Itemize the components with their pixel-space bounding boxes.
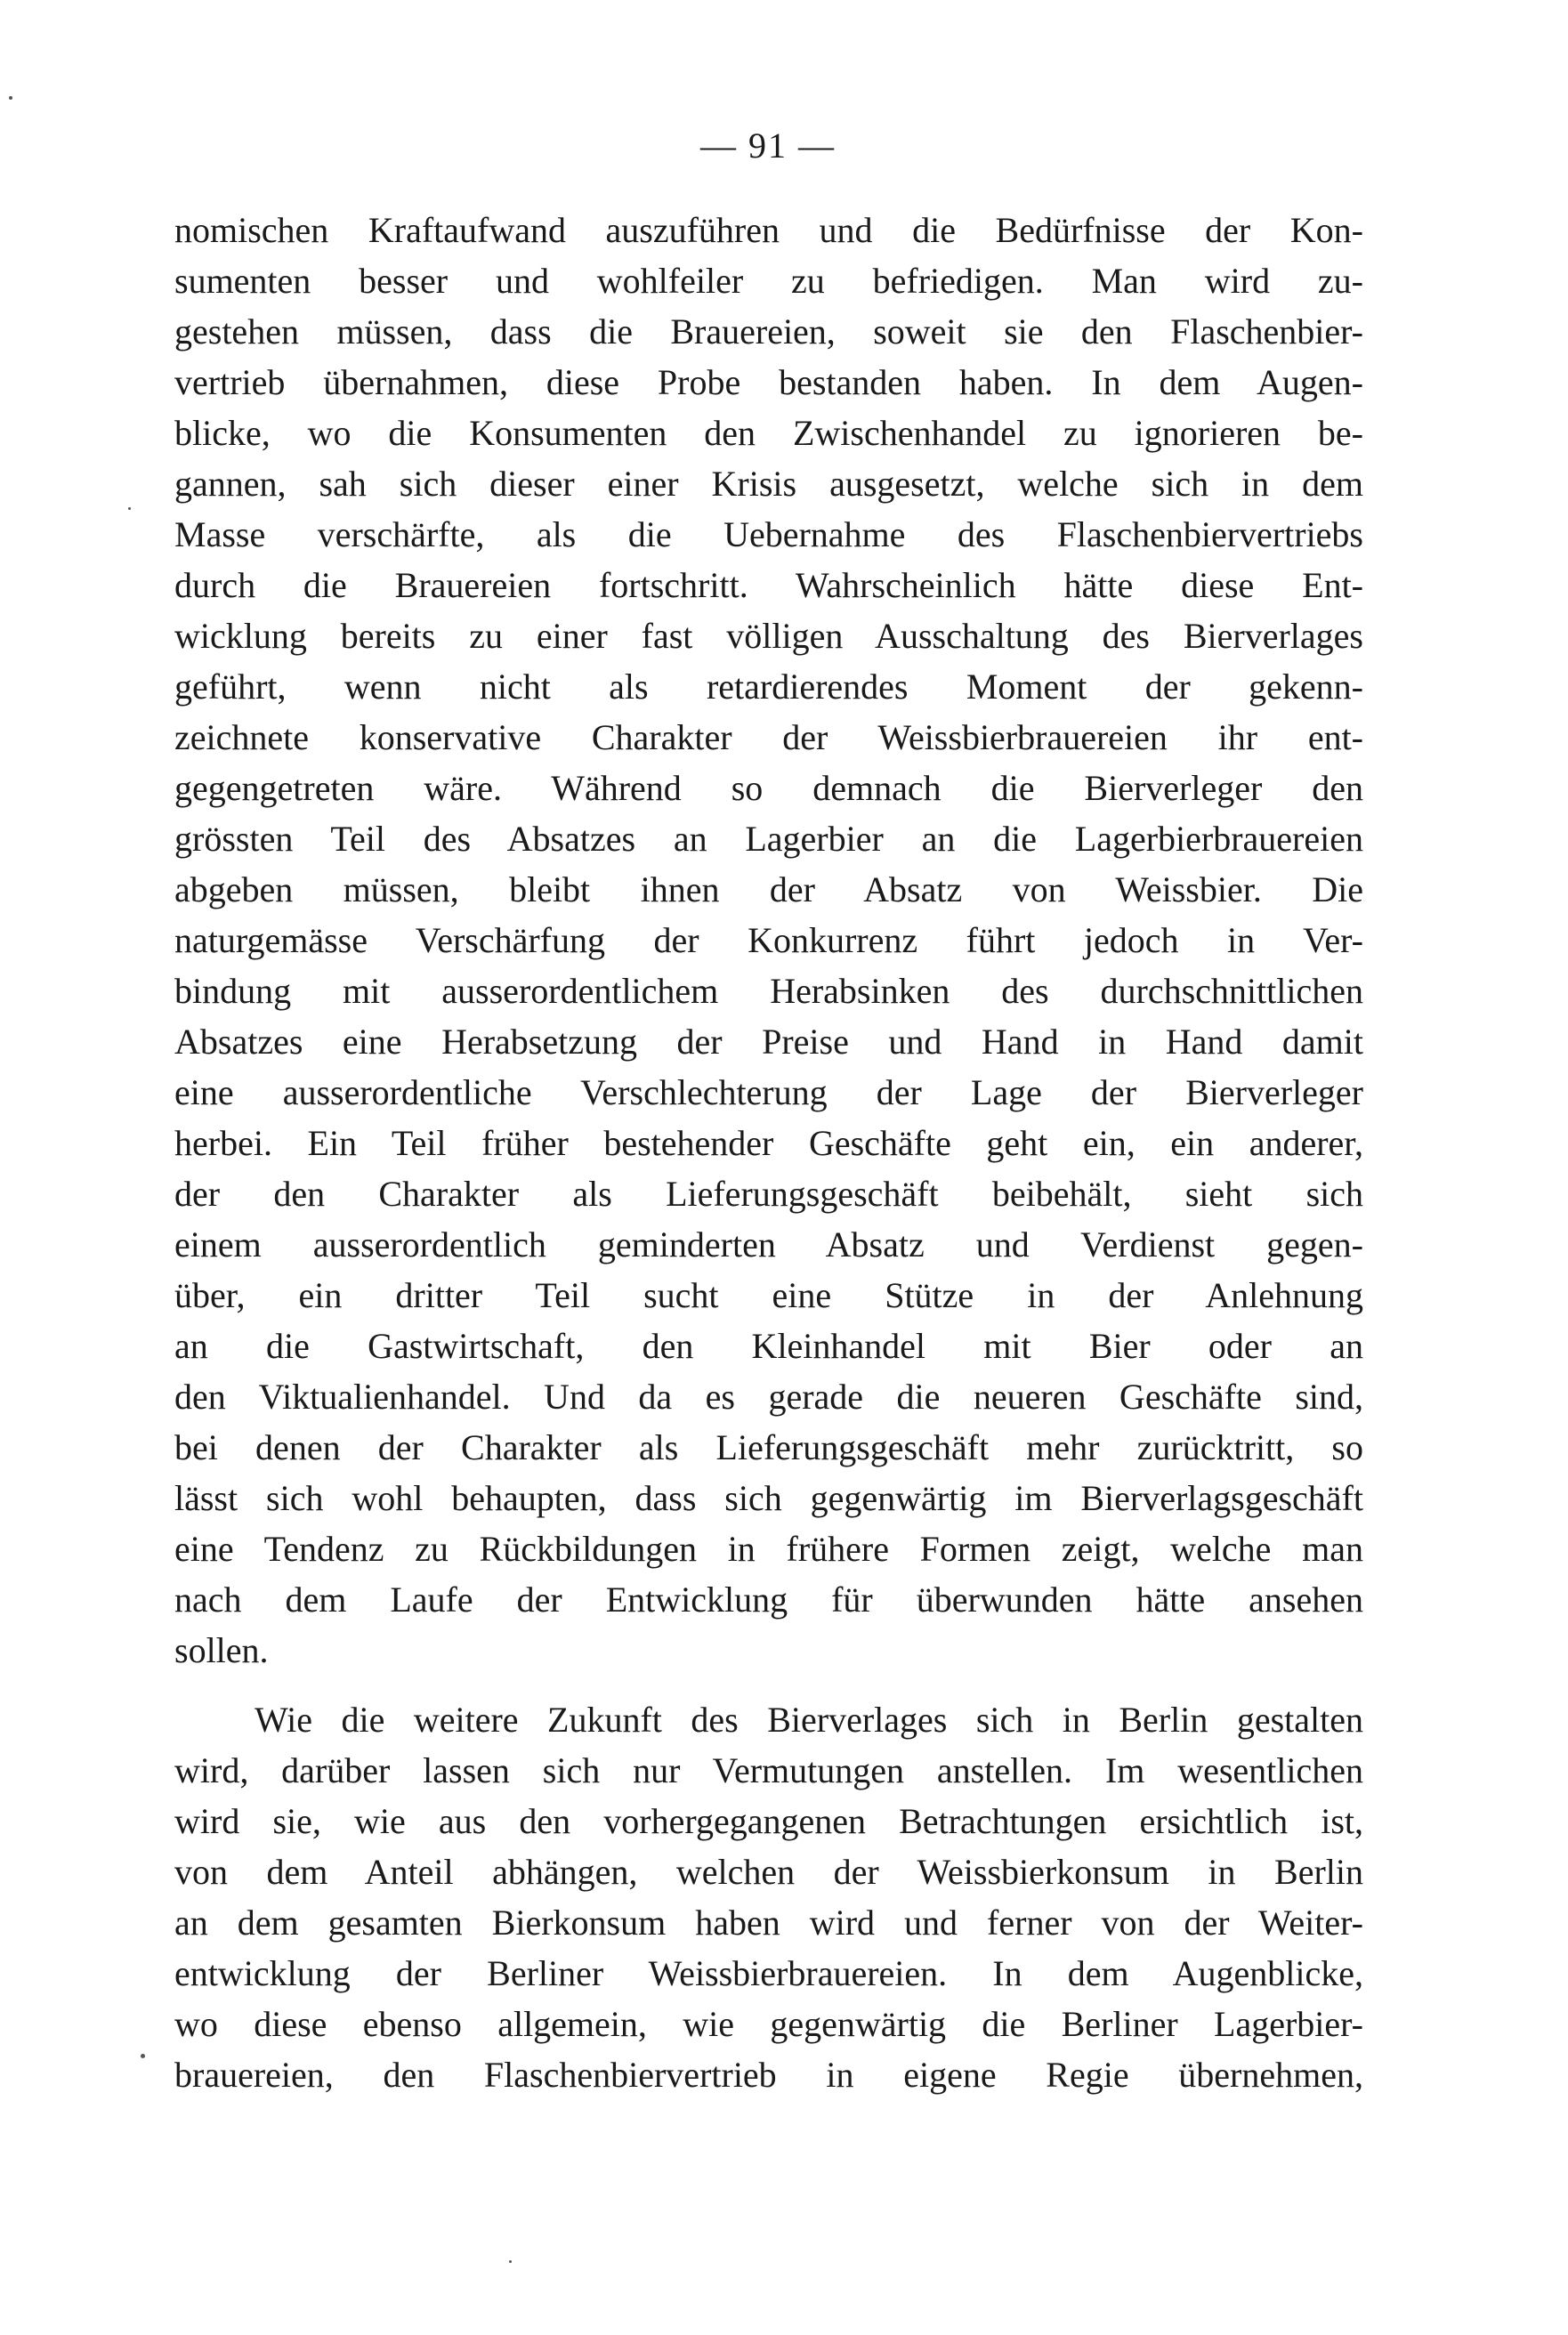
dust-speck [128, 507, 131, 510]
text-line: zeichnete konservative Charakter der Weissbierbrauereien ihr ent- [174, 717, 1363, 757]
text-line: nach dem Laufe der Entwicklung für überwunden hätte ansehen [174, 1580, 1363, 1620]
text-line: bei denen der Charakter als Lieferungsgeschäft mehr zurücktritt, so [174, 1427, 1363, 1467]
text-line: von dem Anteil abhängen, welchen der Weissbierkonsum in Berlin [174, 1852, 1363, 1892]
text-line: eine Tendenz zu Rückbildungen in frühere Formen zeigt, welche man [174, 1529, 1363, 1569]
text-line: abgeben müssen, bleibt ihnen der Absatz von Weissbier. Die [174, 869, 1363, 909]
text-line: eine ausserordentliche Verschlechterung der Lage der Bierverleger [174, 1072, 1363, 1112]
text-line: Masse verschärfte, als die Uebernahme des Flaschenbiervertriebs [174, 514, 1363, 554]
text-line: brauereien, den Flaschenbiervertrieb in eigene Regie übernehmen, [174, 2055, 1363, 2095]
text-line: an dem gesamten Bierkonsum haben wird und ferner von der Weiter- [174, 1903, 1363, 1943]
text-line: wird, darüber lassen sich nur Vermutungen anstellen. Im wesentlichen [174, 1750, 1363, 1790]
text-line: sollen. [174, 1630, 269, 1670]
text-line: nomischen Kraftaufwand auszuführen und die Bedürfnisse der Kon- [174, 210, 1363, 250]
page-number: — 91 — [700, 125, 836, 166]
text-line: gestehen müssen, dass die Brauereien, soweit sie den Flaschenbier- [174, 311, 1363, 351]
dust-speck [509, 2260, 512, 2263]
dust-speck [141, 2054, 145, 2058]
text-line: grössten Teil des Absatzes an Lagerbier an die Lagerbierbrauereien [174, 819, 1363, 859]
text-line: vertrieb übernahmen, diese Probe bestanden haben. In dem Augen- [174, 362, 1363, 402]
paragraph-1 [174, 205, 1363, 1676]
text-line: gegengetreten wäre. Während so demnach die Bierverleger den [174, 768, 1363, 808]
text-line: gannen, sah sich dieser einer Krisis ausgesetzt, welche sich in dem [174, 464, 1363, 504]
text-line: einem ausserordentlich geminderten Absatz und Verdienst gegen- [174, 1224, 1363, 1264]
text-line: lässt sich wohl behaupten, dass sich gegenwärtig im Bierverlagsgeschäft [174, 1478, 1363, 1518]
text-line: über, ein dritter Teil sucht eine Stütze in der Anlehnung [174, 1275, 1363, 1315]
text-line: bindung mit ausserordentlichem Herabsinken des durchschnittlichen [174, 971, 1363, 1011]
text-line: durch die Brauereien fortschritt. Wahrscheinlich hätte diese Ent- [174, 565, 1363, 605]
text-line: blicke, wo die Konsumenten den Zwischenhandel zu ignorieren be- [174, 413, 1363, 453]
text-line: geführt, wenn nicht als retardierendes Moment der gekenn- [174, 667, 1363, 707]
text-line: herbei. Ein Teil früher bestehender Geschäfte geht ein, ein anderer, [174, 1123, 1363, 1163]
text-line: sumenten besser und wohlfeiler zu befriedigen. Man wird zu- [174, 261, 1363, 301]
text-line: naturgemässe Verschärfung der Konkurrenz führt jedoch in Ver- [174, 920, 1363, 960]
text-line: Absatzes eine Herabsetzung der Preise und Hand in Hand damit [174, 1022, 1363, 1062]
text-line: Wie die weitere Zukunft des Bierverlages sich in Berlin gestalten [255, 1700, 1363, 1740]
paragraph-2 [174, 1694, 1363, 2100]
text-line: wicklung bereits zu einer fast völligen Ausschaltung des Bierverlages [174, 616, 1363, 656]
text-line: wird sie, wie aus den vorhergegangenen Betrachtungen ersichtlich ist, [174, 1801, 1363, 1841]
text-line: entwicklung der Berliner Weissbierbrauereien. In dem Augenblicke, [174, 1953, 1363, 1993]
text-line: der den Charakter als Lieferungsgeschäft beibehält, sieht sich [174, 1174, 1363, 1214]
text-line: wo diese ebenso allgemein, wie gegenwärtig die Berliner Lagerbier- [174, 2004, 1363, 2044]
dust-speck [9, 96, 12, 100]
text-line: an die Gastwirtschaft, den Kleinhandel mit Bier oder an [174, 1326, 1363, 1366]
text-line: den Viktualienhandel. Und da es gerade die neueren Geschäfte sind, [174, 1377, 1363, 1417]
